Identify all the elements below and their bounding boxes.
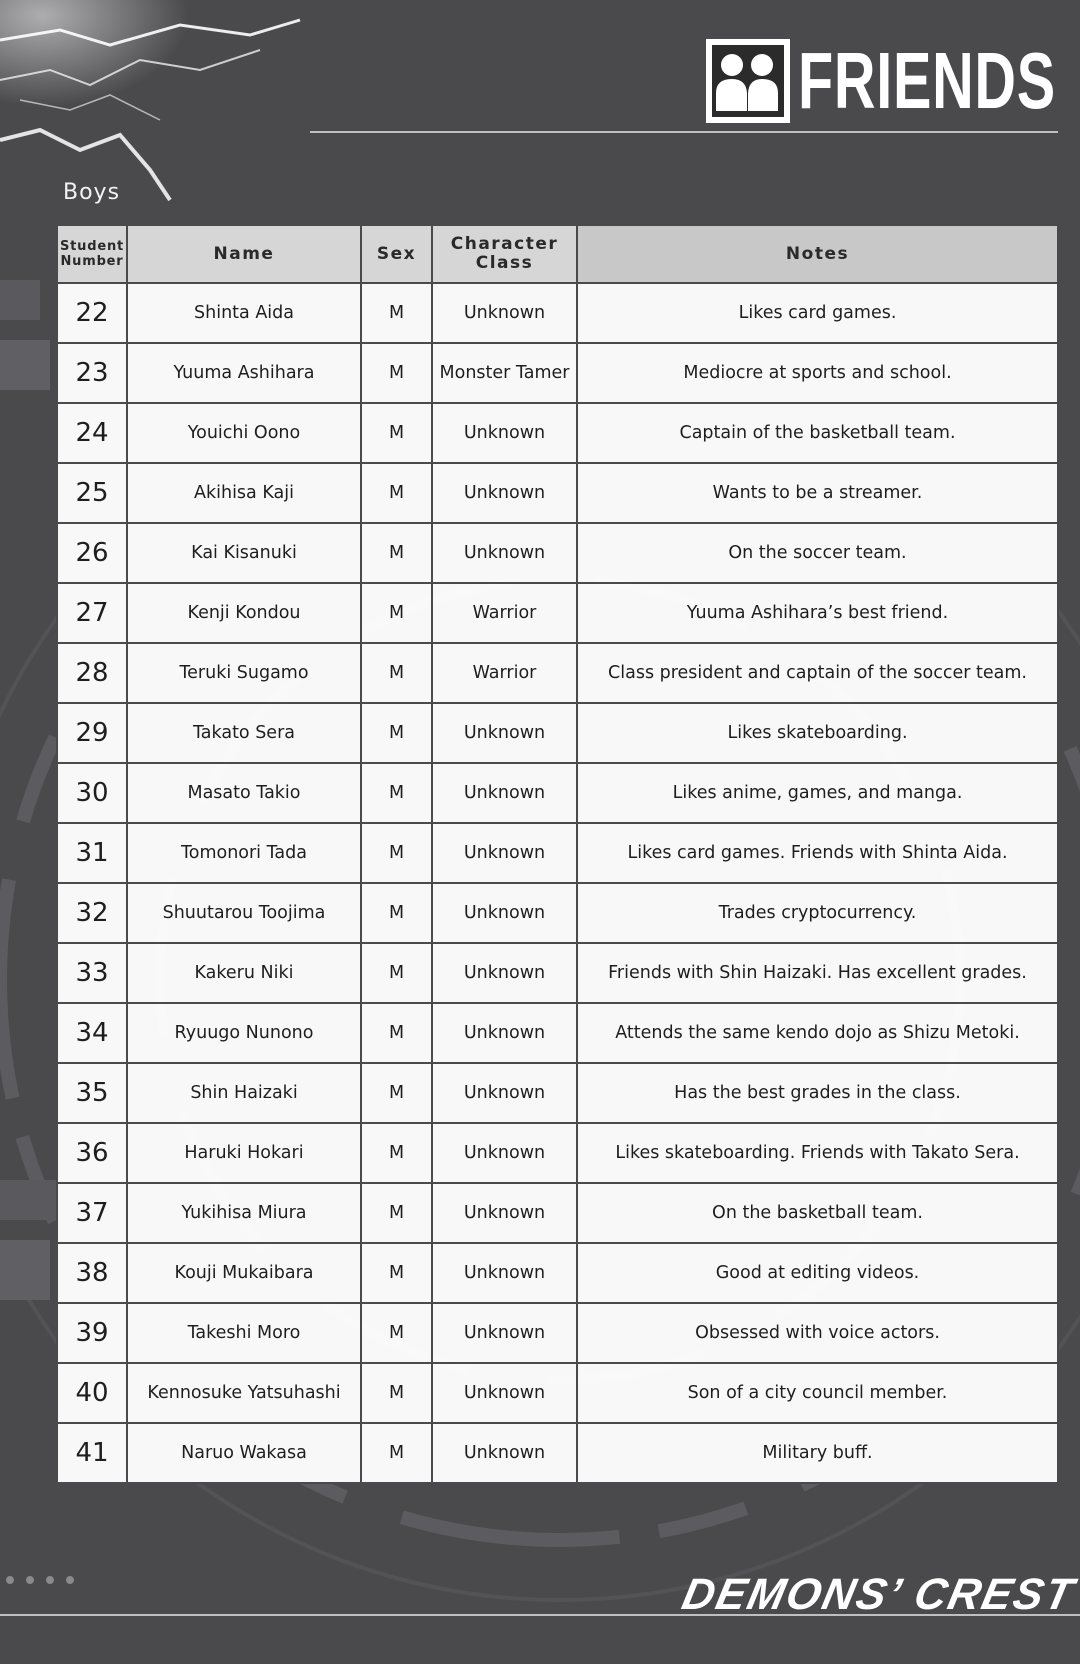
- student-sex-cell: M: [361, 523, 432, 583]
- notes-cell: Likes card games.: [577, 283, 1058, 343]
- student-number-cell: 24: [57, 403, 127, 463]
- table-row: [57, 823, 1058, 883]
- table-header-row: [57, 225, 1058, 283]
- table-row: [57, 583, 1058, 643]
- student-name-cell: Yuuma Ashihara: [127, 343, 361, 403]
- student-number-cell: 35: [57, 1063, 127, 1123]
- student-sex-cell: M: [361, 583, 432, 643]
- section-label: Boys: [63, 180, 121, 205]
- student-number-cell: 29: [57, 703, 127, 763]
- student-name-cell: Yukihisa Miura: [127, 1183, 361, 1243]
- student-sex-cell: M: [361, 1303, 432, 1363]
- notes-cell: Friends with Shin Haizaki. Has excellent grades.: [577, 943, 1058, 1003]
- notes-cell: Likes skateboarding.: [577, 703, 1058, 763]
- table-row: [57, 703, 1058, 763]
- notes-cell: Captain of the basketball team.: [577, 403, 1058, 463]
- student-name-cell: Shuutarou Toojima: [127, 883, 361, 943]
- student-number-cell: 40: [57, 1363, 127, 1423]
- notes-cell: Likes card games. Friends with Shinta Aida.: [577, 823, 1058, 883]
- table-row: [57, 883, 1058, 943]
- student-number-cell: 39: [57, 1303, 127, 1363]
- student-sex-cell: M: [361, 403, 432, 463]
- student-name-cell: Kennosuke Yatsuhashi: [127, 1363, 361, 1423]
- student-name-cell: Kakeru Niki: [127, 943, 361, 1003]
- notes-cell: Class president and captain of the soccer team.: [577, 643, 1058, 703]
- column-header-notes: Notes: [577, 225, 1058, 283]
- student-sex-cell: M: [361, 1363, 432, 1423]
- column-header-sex: Sex: [361, 225, 432, 283]
- notes-cell: On the basketball team.: [577, 1183, 1058, 1243]
- table-row: [57, 1003, 1058, 1063]
- column-header-line: Class: [475, 253, 534, 273]
- character-class-cell: Warrior: [432, 583, 577, 643]
- student-number-cell: 41: [57, 1423, 127, 1483]
- character-class-cell: Unknown: [432, 1003, 577, 1063]
- student-number-cell: 36: [57, 1123, 127, 1183]
- character-class-cell: Unknown: [432, 823, 577, 883]
- student-name-cell: Tomonori Tada: [127, 823, 361, 883]
- character-class-cell: Unknown: [432, 1303, 577, 1363]
- table-row: [57, 1423, 1058, 1483]
- people-icon: [706, 39, 790, 123]
- character-class-cell: Unknown: [432, 763, 577, 823]
- student-number-cell: 38: [57, 1243, 127, 1303]
- table-row: [57, 1243, 1058, 1303]
- table-row: [57, 943, 1058, 1003]
- character-class-cell: Monster Tamer: [432, 343, 577, 403]
- student-sex-cell: M: [361, 283, 432, 343]
- table-row: [57, 523, 1058, 583]
- table-row: [57, 643, 1058, 703]
- student-sex-cell: M: [361, 1243, 432, 1303]
- student-number-cell: 22: [57, 283, 127, 343]
- student-sex-cell: M: [361, 823, 432, 883]
- student-number-cell: 23: [57, 343, 127, 403]
- character-class-cell: Unknown: [432, 1183, 577, 1243]
- page-title: FRIENDS: [798, 36, 1056, 125]
- student-name-cell: Akihisa Kaji: [127, 463, 361, 523]
- character-class-cell: Unknown: [432, 883, 577, 943]
- student-name-cell: Ryuugo Nunono: [127, 1003, 361, 1063]
- notes-cell: Mediocre at sports and school.: [577, 343, 1058, 403]
- table-row: [57, 403, 1058, 463]
- character-class-cell: Unknown: [432, 463, 577, 523]
- student-name-cell: Teruki Sugamo: [127, 643, 361, 703]
- student-sex-cell: M: [361, 943, 432, 1003]
- character-class-cell: Warrior: [432, 643, 577, 703]
- student-sex-cell: M: [361, 763, 432, 823]
- student-sex-cell: M: [361, 463, 432, 523]
- character-class-cell: Unknown: [432, 283, 577, 343]
- student-sex-cell: M: [361, 343, 432, 403]
- student-sex-cell: M: [361, 1003, 432, 1063]
- notes-cell: Has the best grades in the class.: [577, 1063, 1058, 1123]
- table-row: [57, 463, 1058, 523]
- student-number-cell: 27: [57, 583, 127, 643]
- student-number-cell: 34: [57, 1003, 127, 1063]
- notes-cell: Wants to be a streamer.: [577, 463, 1058, 523]
- table-row: [57, 1303, 1058, 1363]
- student-number-cell: 33: [57, 943, 127, 1003]
- student-name-cell: Masato Takio: [127, 763, 361, 823]
- table-row: [57, 343, 1058, 403]
- character-class-cell: Unknown: [432, 1423, 577, 1483]
- demons-crest-logo: DEMONS’ CREST: [677, 1570, 1080, 1619]
- notes-cell: Likes anime, games, and manga.: [577, 763, 1058, 823]
- column-header-line: Number: [60, 254, 124, 269]
- character-class-cell: Unknown: [432, 403, 577, 463]
- student-number-cell: 30: [57, 763, 127, 823]
- table-row: [57, 1123, 1058, 1183]
- student-number-cell: 28: [57, 643, 127, 703]
- student-sex-cell: M: [361, 1183, 432, 1243]
- student-name-cell: Takato Sera: [127, 703, 361, 763]
- student-number-cell: 25: [57, 463, 127, 523]
- student-name-cell: Shin Haizaki: [127, 1063, 361, 1123]
- character-class-cell: Unknown: [432, 1063, 577, 1123]
- notes-cell: Attends the same kendo dojo as Shizu Metoki.: [577, 1003, 1058, 1063]
- table-row: [57, 763, 1058, 823]
- student-sex-cell: M: [361, 1063, 432, 1123]
- student-name-cell: Kouji Mukaibara: [127, 1243, 361, 1303]
- student-roster-table: [56, 224, 1059, 1484]
- student-name-cell: Haruki Hokari: [127, 1123, 361, 1183]
- column-header-line: Character: [450, 234, 559, 254]
- student-number-cell: 31: [57, 823, 127, 883]
- character-class-cell: Unknown: [432, 1243, 577, 1303]
- table-row: [57, 1183, 1058, 1243]
- notes-cell: Trades cryptocurrency.: [577, 883, 1058, 943]
- notes-cell: Likes skateboarding. Friends with Takato Sera.: [577, 1123, 1058, 1183]
- character-class-cell: Unknown: [432, 523, 577, 583]
- notes-cell: On the soccer team.: [577, 523, 1058, 583]
- student-number-cell: 32: [57, 883, 127, 943]
- friends-header: [706, 38, 1058, 124]
- notes-cell: Obsessed with voice actors.: [577, 1303, 1058, 1363]
- column-header-character-class: [432, 225, 577, 283]
- notes-cell: Military buff.: [577, 1423, 1058, 1483]
- column-header-name: Name: [127, 225, 361, 283]
- student-number-cell: 37: [57, 1183, 127, 1243]
- table-row: [57, 1063, 1058, 1123]
- notes-cell: Good at editing videos.: [577, 1243, 1058, 1303]
- student-sex-cell: M: [361, 883, 432, 943]
- student-name-cell: Kai Kisanuki: [127, 523, 361, 583]
- student-number-cell: 26: [57, 523, 127, 583]
- student-sex-cell: M: [361, 1123, 432, 1183]
- student-name-cell: Youichi Oono: [127, 403, 361, 463]
- character-class-cell: Unknown: [432, 1123, 577, 1183]
- student-name-cell: Kenji Kondou: [127, 583, 361, 643]
- notes-cell: Yuuma Ashihara’s best friend.: [577, 583, 1058, 643]
- character-class-cell: Unknown: [432, 943, 577, 1003]
- table-row: [57, 283, 1058, 343]
- student-name-cell: Shinta Aida: [127, 283, 361, 343]
- table-row: [57, 1363, 1058, 1423]
- header-rule: [310, 131, 1058, 133]
- student-name-cell: Takeshi Moro: [127, 1303, 361, 1363]
- column-header-student-number: [57, 225, 127, 283]
- column-header-line: Student: [59, 239, 125, 254]
- student-sex-cell: M: [361, 703, 432, 763]
- notes-cell: Son of a city council member.: [577, 1363, 1058, 1423]
- character-class-cell: Unknown: [432, 703, 577, 763]
- character-class-cell: Unknown: [432, 1363, 577, 1423]
- student-sex-cell: M: [361, 1423, 432, 1483]
- student-name-cell: Naruo Wakasa: [127, 1423, 361, 1483]
- student-sex-cell: M: [361, 643, 432, 703]
